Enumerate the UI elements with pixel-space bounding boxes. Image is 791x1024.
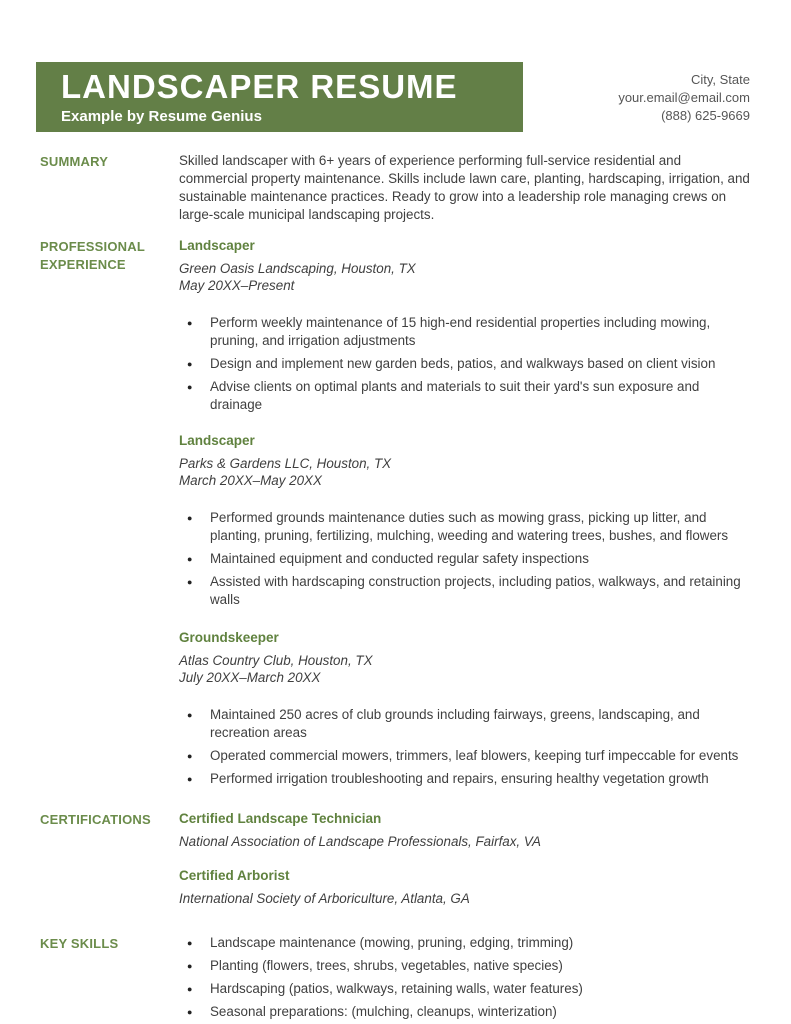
skills-list [179, 934, 750, 1021]
bullet-item: ● Maintained 250 acres of club grounds including fairways, greens, landscaping, and recreation areas [179, 706, 750, 742]
job-dates: May 20XX–Present [179, 278, 295, 293]
page-subtitle: Example by Resume Genius [61, 107, 262, 125]
job-company: Parks & Gardens LLC, Houston, TX [179, 456, 392, 471]
section-label-certifications: CERTIFICATIONS [40, 812, 151, 827]
job-dates: March 20XX–May 20XX [179, 473, 322, 488]
bullet-item: ● Performed grounds maintenance duties such as mowing grass, picking up litter, and planting, pruning, fertilizing, mulching, weeding and watering trees, bushes, and flowers [179, 509, 750, 545]
job-title: Landscaper [179, 433, 255, 448]
contact-phone: (888) 625-9669 [661, 108, 750, 123]
bullet-item: ● Maintained equipment and conducted regular safety inspections [179, 550, 750, 568]
section-experience [40, 237, 750, 788]
certification-org: National Association of Landscape Professionals, Fairfax, VA [179, 834, 541, 849]
bullet-item: ● Advise clients on optimal plants and materials to suit their yard's sun exposure and drainage [179, 378, 750, 414]
header [0, 0, 791, 132]
bullet-item: ● Performed irrigation troubleshooting and repairs, ensuring healthy vegetation growth [179, 770, 750, 788]
section-certifications [40, 810, 750, 907]
skill-item: ● Seasonal preparations: (mulching, cleanups, winterization) [179, 1003, 750, 1021]
job-entry-3 [179, 629, 750, 788]
section-label-summary: SUMMARY [40, 154, 109, 169]
job-dates: July 20XX–March 20XX [179, 670, 321, 685]
job-bullet-list [179, 706, 750, 788]
skill-item: ● Hardscaping (patios, walkways, retaining walls, water features) [179, 980, 750, 998]
skill-item: ● Planting (flowers, trees, shrubs, vegetables, native species) [179, 957, 750, 975]
job-entry-2 [179, 432, 750, 609]
summary-text: Skilled landscaper with 6+ years of experience performing full-service residential and commercial property maintenance. Skills include lawn care, planting, hardscaping, irrigation, and sustainable maintenance practices. Ready to grow into a leadership role managing crews on large-scale municipal landscaping projects. [179, 153, 750, 222]
bullet-item: ● Operated commercial mowers, trimmers, leaf blowers, keeping turf impeccable for events [179, 747, 750, 765]
certification-title: Certified Arborist [179, 868, 290, 883]
job-bullet-list [179, 314, 750, 414]
job-bullet-list [179, 509, 750, 609]
contact-location: City, State [690, 72, 750, 87]
resume-body [0, 132, 791, 1021]
contact-block [618, 71, 750, 125]
title-banner [36, 62, 523, 132]
job-title: Landscaper [179, 238, 255, 253]
banner-accent-stripe [49, 62, 52, 132]
job-title: Groundskeeper [179, 630, 279, 645]
contact-email: your.email@email.com [618, 90, 750, 105]
page-title: LANDSCAPER RESUME [61, 67, 458, 105]
certification-entry-2 [179, 867, 750, 907]
section-key-skills [40, 934, 750, 1021]
job-entry-1 [179, 237, 750, 414]
job-company: Green Oasis Landscaping, Houston, TX [179, 261, 416, 276]
certification-title: Certified Landscape Technician [179, 811, 382, 826]
section-label-experience: PROFESSIONAL EXPERIENCE [40, 239, 145, 272]
section-label-key-skills: KEY SKILLS [40, 936, 119, 951]
bullet-item: ● Assisted with hardscaping construction projects, including patios, walkways, and retaining walls [179, 573, 750, 609]
job-company: Atlas Country Club, Houston, TX [179, 653, 373, 668]
skill-item: ● Landscape maintenance (mowing, pruning, edging, trimming) [179, 934, 750, 952]
certification-org: International Society of Arboriculture, Atlanta, GA [179, 891, 470, 906]
section-summary [40, 152, 750, 224]
certification-entry-1 [179, 810, 750, 850]
bullet-item: ● Perform weekly maintenance of 15 high-end residential properties including mowing, pruning, and irrigation adjustments [179, 314, 750, 350]
bullet-item: ● Design and implement new garden beds, patios, and walkways based on client vision [179, 355, 750, 373]
